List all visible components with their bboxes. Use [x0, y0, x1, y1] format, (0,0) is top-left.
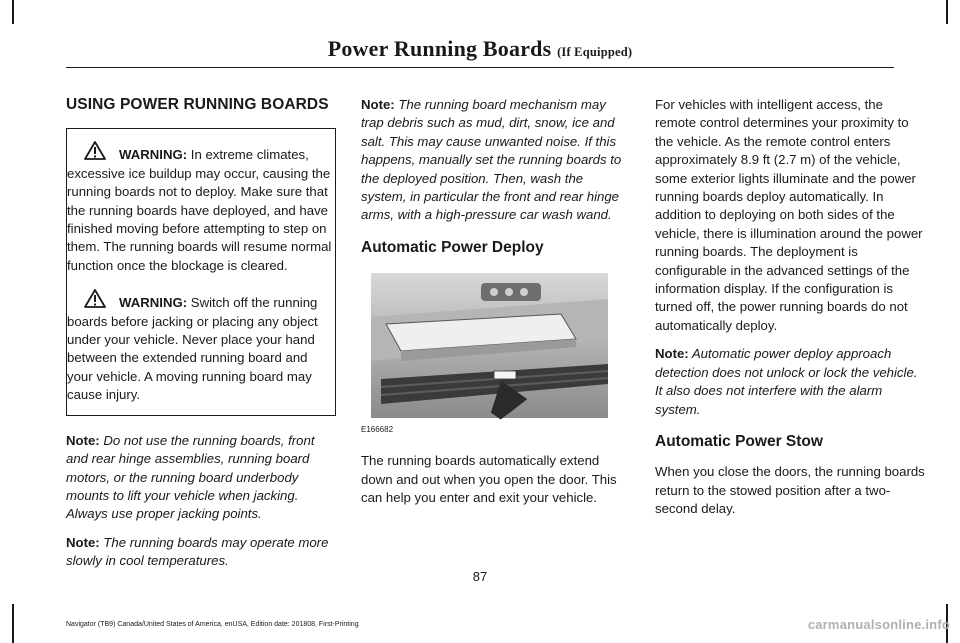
- note-label: Note:: [655, 346, 689, 362]
- note-debris: [361, 96, 632, 225]
- header-title: Power Running Boards: [327, 36, 552, 61]
- subsection-heading: Automatic Power Stow: [655, 432, 823, 450]
- subsection-heading: Automatic Power Deploy: [361, 238, 544, 256]
- warning-text: Switch off the running boards before jacking or placing any object under your vehicle. Never place your hand between the extended running board and your vehicle. A moving running board may cause injury.: [67, 295, 318, 403]
- section-heading: USING POWER RUNNING BOARDS: [66, 96, 329, 113]
- warning-1: [67, 139, 335, 275]
- stow-paragraph: When you close the doors, the running boards return to the stowed position after a two-second delay.: [655, 464, 925, 517]
- warning-2: [67, 287, 335, 404]
- warning-label: WARNING:: [119, 295, 188, 311]
- column-3: [655, 96, 926, 529]
- page-number: 87: [472, 569, 488, 584]
- note-text: Automatic power deploy approach detection does not unlock or lock the vehicle. It also does not interfere with the alarm system.: [655, 346, 918, 417]
- column-1: [66, 96, 336, 581]
- header-subtitle: (If Equipped): [557, 45, 633, 59]
- note-text: The running boards may operate more slowly in cool temperatures.: [66, 534, 329, 569]
- header-rule: [66, 67, 894, 68]
- watermark: carmanualsonline.info: [807, 617, 950, 632]
- running-board-drawing: [361, 269, 608, 424]
- intelligent-access-paragraph: For vehicles with intelligent access, the remote control determines your proximity to the vehicle. As the remote control enters approximately 8.9 ft (2.7 m) of the vehicle, some exterior lights illuminate and the power running boards deploy automatically. In addition to deploying on both sides of the vehicle, there is illumination around the power running boards. The deployment is configurable in the advanced settings of the information display. If the configuration is turned off, the power running boards do not automatically deploy.: [655, 97, 923, 333]
- page-header: [0, 36, 960, 62]
- note-label: Note:: [361, 97, 395, 112]
- footer-text: Navigator (TB9) Canada/United States of America, enUSA, Edition date: 201808, First-Printing: [66, 621, 359, 628]
- warning-triangle-icon: [81, 287, 115, 309]
- deploy-paragraph: The running boards automatically extend down and out when you open the door. This can help you enter and exit your vehicle.: [361, 453, 617, 506]
- note-2: [66, 534, 336, 571]
- warning-box: [66, 128, 336, 415]
- crop-mark: [946, 0, 948, 24]
- column-2: [361, 96, 632, 517]
- figure-caption: E166682: [361, 425, 394, 435]
- warning-triangle-icon: [81, 139, 115, 161]
- warning-text: In extreme climates, excessive ice buildup may occur, causing the running boards not to deploy. Make sure that the running boards have deployed, and have finished moving before attempting to step on them. The running boards will resume normal function once the blockage is cleared.: [67, 147, 332, 273]
- note-text: The running board mechanism may trap debris such as mud, dirt, snow, ice and salt. This may cause unwanted noise. If this happens, manually set the running boards to the deployed position. Then, wash the system, in particular the front and rear hinge arms, with a high-pressure car wash wand.: [361, 97, 622, 223]
- crop-mark: [12, 0, 14, 24]
- note-label: Note:: [66, 534, 100, 550]
- crop-mark: [12, 604, 14, 643]
- note-text: Do not use the running boards, front and rear hinge assemblies, running board motors, or the running board underbody mounts to lift your vehicle when jacking. Always use proper jacking points.: [66, 432, 315, 522]
- note-approach: [655, 345, 926, 419]
- note-label: Note:: [66, 432, 100, 448]
- note-1: [66, 432, 336, 524]
- running-board-illustration: [361, 269, 608, 434]
- warning-label: WARNING:: [119, 147, 188, 163]
